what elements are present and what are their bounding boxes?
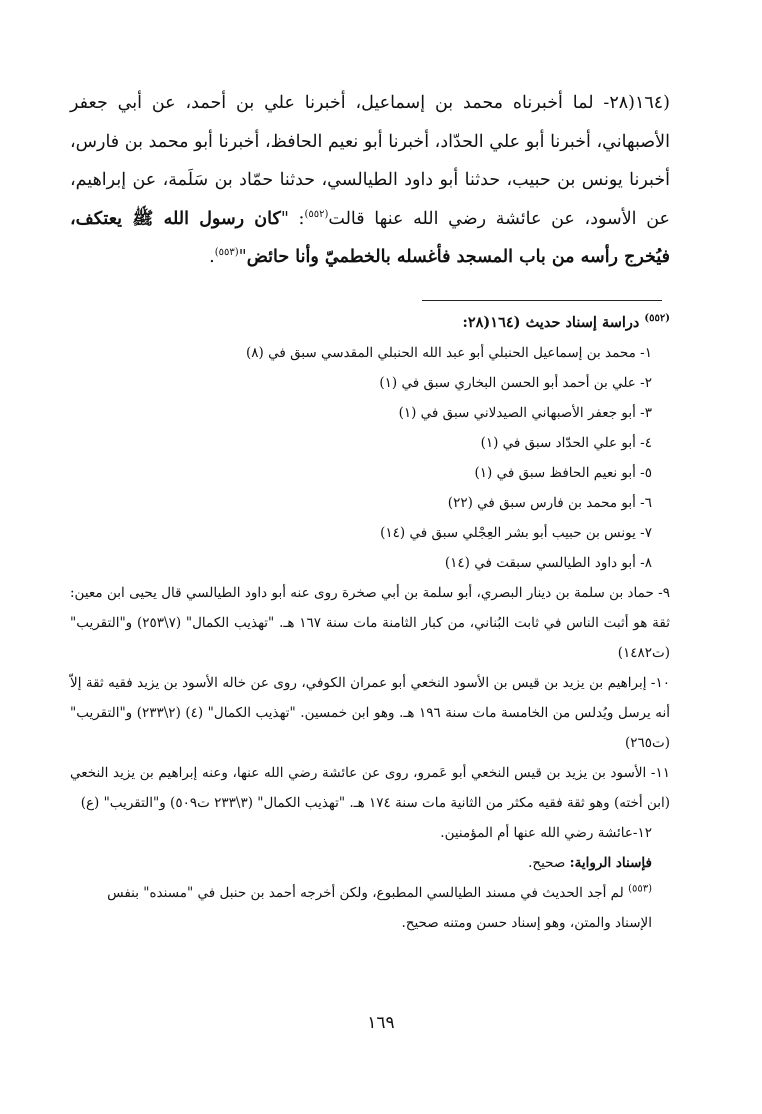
list-item: ٢- علي بن أحمد أبو الحسن البخاري سبق في (١) bbox=[379, 375, 652, 391]
narrator-list bbox=[70, 338, 670, 578]
list-item: ٥- أبو نعيم الحافظ سبق في (١) bbox=[474, 465, 652, 481]
footnote-553-text: لم أجد الحديث في مسند الطيالسي المطبوع، ولكن أخرجه أحمد بن حنبل في "مسنده" بنفس الإسناد والمتن، وهو إسناد حسن ومتنه صحيح. bbox=[107, 885, 652, 931]
final-period: . bbox=[209, 247, 215, 267]
footnote-divider bbox=[422, 300, 662, 301]
list-item: ٧- يونس بن حبيب أبو بشر العِجْلي سبق في (١٤) bbox=[380, 525, 652, 541]
hadith-chain: (١٦٤(٢٨- لما أخبرناه محمد بن إسماعيل، أخبرنا علي بن أحمد، عن أبي جعفر الأصبهاني، أخبرنا أبو علي الحدّاد، أخبرنا أبو نعيم الحافظ، أخبرنا أبو محمد بن فارس، أخبرنا يونس بن حبيب، حدثنا أبو داود الطيالسي، حدثنا حمّاد بن سَلَمة، عن إبراهيم، عن الأسود، عن عائشة رضي الله عنها قالت bbox=[70, 93, 670, 229]
narrator-11: ١١- الأسود بن يزيد بن قيس النخعي أبو عَمرو، روى عن عائشة رضي الله عنها، وعنه إبراهيم بن يزيد النخعي (ابن أخته) وهو ثقة فقيه مكثر من الثانية مات سنة ١٧٤ هـ. "تهذيب الكمال" (٣\٢٣٣ ت٥٠٩) و"التقريب" (ع) bbox=[70, 765, 670, 811]
footnote-ref-552[interactable]: (٥٥٢) bbox=[304, 208, 329, 220]
footnote-552-marker: (٥٥٢) bbox=[644, 313, 670, 325]
footnote-553 bbox=[70, 878, 670, 938]
list-item: ٨- أبو داود الطيالسي سبقت في (١٤) bbox=[444, 555, 652, 571]
hadith-text: كان رسول الله ﷺ يعتكف، فيُخرج رأسه من باب المسجد فأغسله بالخطميّ وأنا حائض bbox=[70, 208, 670, 267]
list-item: ٣- أبو جعفر الأصبهاني الصيدلاني سبق في (١) bbox=[398, 405, 652, 421]
narrator-10: ١٠- إبراهيم بن يزيد بن قيس بن الأسود النخعي أبو عمران الكوفي، روى عن خاله الأسود بن يزيد فقيه ثقة إلاّ أنه يرسل ويُدلس من الخامسة مات سنة ١٩٦ هـ. وهو ابن خمسين. "تهذيب الكمال" (٤) (٢\٢٣٣) و"التقريب" (ت٢٦٥) bbox=[70, 675, 670, 751]
footnote-553-marker: (٥٥٣) bbox=[628, 883, 652, 895]
footnote-ref-553[interactable]: (٥٥٣) bbox=[214, 247, 239, 259]
narrator-9: ٩- حماد بن سلمة بن دينار البصري، أبو سلمة بن أبي صخرة روى عنه أبو داود الطيالسي قال يحيى ابن معين: ثقة هو أثبت الناس في ثابت البُناني، من كبار الثامنة مات سنة ١٦٧ هـ. "تهذيب الكمال" (٧\٢٥٣) و"التقريب" (ت١٤٨٢) bbox=[70, 585, 671, 661]
list-item: ٤- أبو علي الحدّاد سبق في (١) bbox=[480, 435, 652, 451]
hadith-paragraph bbox=[70, 84, 670, 277]
list-item: ١- محمد بن إسماعيل الحنبلي أبو عبد الله الحنبلي المقدسي سبق في (٨) bbox=[246, 345, 652, 361]
list-item: ٦- أبو محمد بن فارس سبق في (٢٢) bbox=[447, 495, 652, 511]
isnad-value: صحيح. bbox=[528, 855, 570, 871]
main-text-block bbox=[70, 84, 670, 277]
quote-open: : " bbox=[280, 208, 305, 229]
quote-close: " bbox=[238, 247, 247, 267]
isnad-label: فإسناد الرواية: bbox=[569, 855, 652, 871]
page-number: ١٦٩ bbox=[367, 1013, 395, 1033]
footnotes-section bbox=[70, 308, 670, 938]
footnote-552-heading: دراسة إسناد حديث (١٦٤(٢٨: bbox=[462, 314, 645, 331]
footnote-552-title bbox=[70, 308, 670, 338]
isnad-verdict bbox=[70, 848, 670, 878]
narrator-12: ١٢-عائشة رضي الله عنها أم المؤمنين. bbox=[440, 825, 652, 841]
